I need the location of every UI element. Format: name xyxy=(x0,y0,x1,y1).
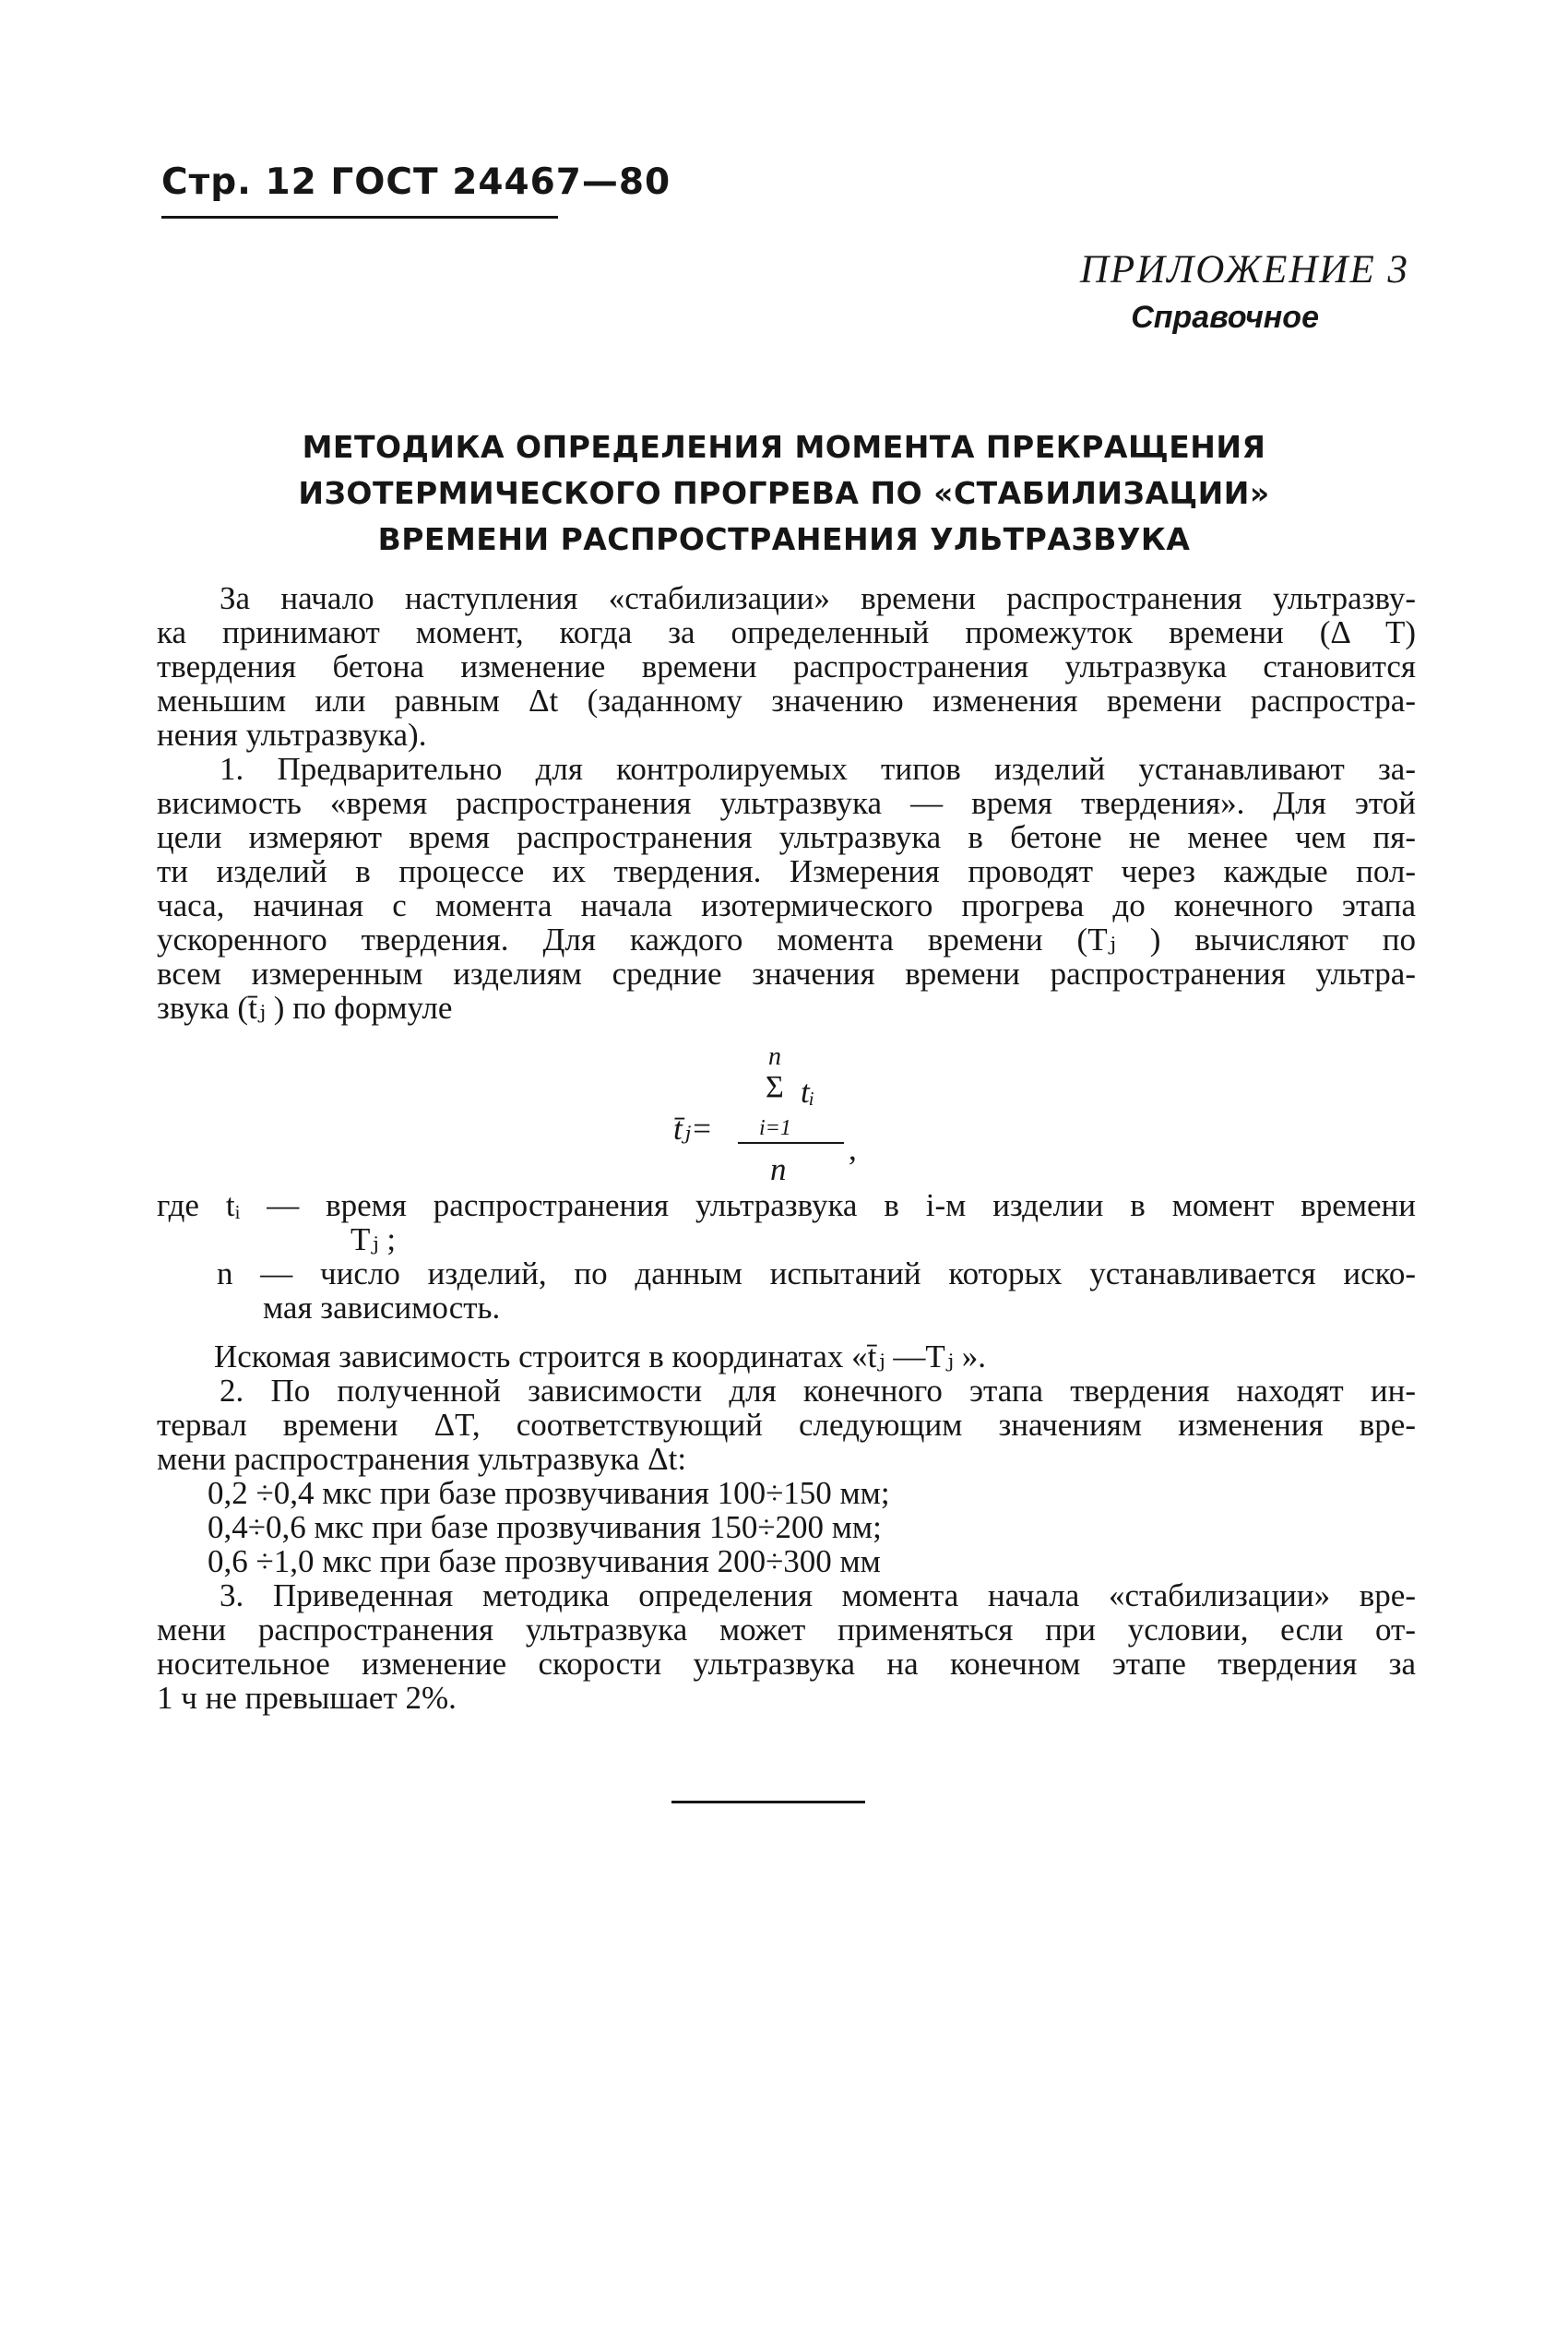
definitions xyxy=(157,1188,1416,1325)
appendix-title: ПРИЛОЖЕНИЕ 3 xyxy=(1079,248,1409,292)
item3-line: 3. Приведенная методика определения момента начала «стабилизации» вре- xyxy=(220,1577,1416,1613)
item2-line: 2. По полученной зависимости для конечного этапа твердения находят ин- xyxy=(220,1373,1416,1409)
item3-line: мени распространения ультразвука может применяться при условии, если от- xyxy=(157,1612,1416,1648)
intro-line: меньшим или равным Δt (заданному значению изменения времени распростра- xyxy=(157,683,1416,719)
item1-line: ускоренного твердения. Для каждого момента времени (Tⱼ ) вычисляют по xyxy=(157,922,1416,958)
header-rule xyxy=(161,216,558,219)
item1-line: 1. Предварительно для контролируемых типов изделий устанавливают за- xyxy=(220,751,1416,787)
range-line: 0,4÷0,6 мкс при базе прозвучивания 150÷200 мм; xyxy=(208,1509,882,1545)
intro-line: нения ультразвука). xyxy=(157,717,427,753)
document-title xyxy=(184,424,1384,563)
item2-line: тервал времени ΔT, соответствующий следующим значениям изменения вре- xyxy=(157,1407,1416,1443)
title-line: МЕТОДИКА ОПРЕДЕЛЕНИЯ МОМЕНТА ПРЕКРАЩЕНИЯ xyxy=(302,429,1266,465)
item1-line: ти изделий в процессе их твердения. Измерения проводят через каждые пол- xyxy=(157,853,1416,889)
definition-line: где tᵢ — время распространения ультразвука в i-м изделии в момент времени xyxy=(157,1187,1416,1223)
formula-lhs: t̄ⱼ= xyxy=(673,1111,713,1147)
items-2-3 xyxy=(157,1339,1416,1715)
range-line: 0,2 ÷0,4 мкс при базе прозвучивания 100÷150 мм; xyxy=(208,1475,890,1511)
sum-lower-limit: i=1 xyxy=(759,1116,791,1140)
title-line: ВРЕМЕНИ РАСПРОСТРАНЕНИЯ УЛЬТРАЗВУКА xyxy=(377,521,1191,557)
range-line: 0,6 ÷1,0 мкс при базе прозвучивания 200÷300 мм xyxy=(208,1543,881,1579)
sum-symbol: Σ xyxy=(766,1070,784,1104)
summand: tᵢ xyxy=(801,1074,815,1110)
page-header: Стр. 12 ГОСТ 24467—80 xyxy=(161,161,671,203)
item3-line: носительное изменение скорости ультразвука на конечном этапе твердения за xyxy=(157,1646,1416,1682)
item1-line: часа, начиная с момента начала изотермического прогрева до конечного этапа xyxy=(157,887,1416,923)
appendix-subtitle: Справочное xyxy=(1131,300,1319,335)
denominator: n xyxy=(770,1151,787,1187)
item1-line: висимость «время распространения ультразвука — время твердения». Для этой xyxy=(157,785,1416,821)
relation-line: Искомая зависимость строится в координатах «t̄ⱼ —Tⱼ ». xyxy=(214,1339,986,1374)
item1-line: звука (t̄ⱼ ) по формуле xyxy=(157,990,453,1026)
definition-line: n — число изделий, по данным испытаний которых устанавливается иско- xyxy=(217,1255,1416,1291)
item2-line: мени распространения ультразвука Δt: xyxy=(157,1441,687,1477)
item1-line: цели измеряют время распространения ультразвука в бетоне не менее чем пя- xyxy=(157,819,1416,855)
definition-line: мая зависимость. xyxy=(263,1290,501,1326)
formula-comma: , xyxy=(849,1131,857,1167)
sum-upper-limit: n xyxy=(768,1042,781,1071)
intro-line: За начало наступления «стабилизации» времени распространения ультразву- xyxy=(220,580,1416,616)
item1-line: всем измеренным изделиям средние значения времени распространения ультра- xyxy=(157,956,1416,992)
title-line: ИЗОТЕРМИЧЕСКОГО ПРОГРЕВА ПО «СТАБИЛИЗАЦИИ» xyxy=(298,475,1270,511)
definition-line: Tⱼ ; xyxy=(350,1221,397,1257)
intro-line: ка принимают момент, когда за определенный промежуток времени (Δ T) xyxy=(157,614,1416,650)
intro-line: твердения бетона изменение времени распространения ультразвука становится xyxy=(157,648,1416,684)
intro-and-item1 xyxy=(157,581,1416,1025)
item3-line: 1 ч не превышает 2%. xyxy=(157,1680,457,1716)
end-rule xyxy=(671,1801,865,1803)
fraction-line xyxy=(738,1142,844,1144)
